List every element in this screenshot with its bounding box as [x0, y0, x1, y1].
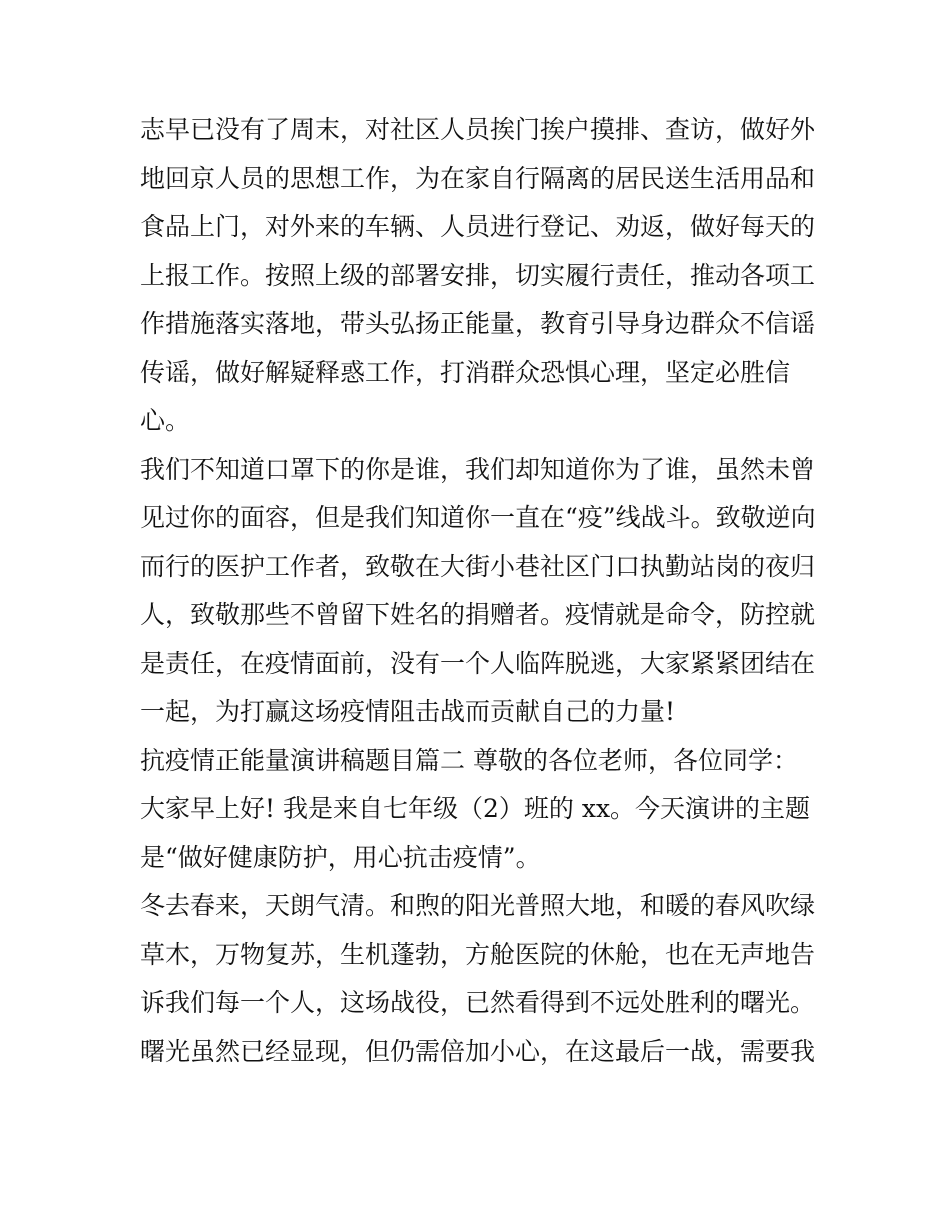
text-line: 冬去春来，天朗气清。和煦的阳光普照大地，和暖的春风吹绿 [140, 891, 816, 920]
text-line: 食品上门，对外来的车辆、人员进行登记、劝返，做好每天的 [140, 212, 816, 241]
document-body [140, 106, 830, 1076]
text-line: 作措施落实落地，带头弘扬正能量，教育引导身边群众不信谣 [140, 309, 816, 338]
text-line: 上报工作。按照上级的部署安排，切实履行责任，推动各项工 [140, 260, 816, 290]
section-heading-line: 抗疫情正能量演讲稿题目篇二 尊敬的各位老师，各位同学： [140, 745, 798, 775]
text-line: 是“做好健康防护，用心抗击疫情”。 [140, 842, 541, 872]
text-line: 传谣，做好解疑释惑工作，打消群众恐惧心理，坚定必胜信 [140, 357, 791, 387]
text-line: 草木，万物复苏，生机蓬勃，方舱医院的休舱，也在无声地告 [140, 939, 816, 969]
text-line: 诉我们每一个人，这场战役，已然看得到不远处胜利的曙光。 [140, 988, 816, 1017]
text-line: 一起，为打赢这场疫情阻击战而贡献自己的力量! [140, 697, 676, 726]
text-line: 心。 [140, 406, 191, 435]
text-line: 而行的医护工作者，致敬在大街小巷社区门口执勤站岗的夜归 [140, 551, 816, 581]
text-line: 见过你的面容，但是我们知道你一直在“疫”线战斗。致敬逆向 [140, 503, 816, 532]
text-line: 大家早上好! 我是来自七年级（2）班的 xx。今天演讲的主题 [140, 794, 811, 823]
text-line: 曙光虽然已经显现，但仍需倍加小心，在这最后一战，需要我 [140, 1036, 816, 1066]
text-line: 志早已没有了周末，对社区人员挨门挨户摸排、查访，做好外 [140, 115, 816, 144]
text-line: 人，致敬那些不曾留下姓名的捐赠者。疫情就是命令，防控就 [140, 600, 816, 629]
text-line: 地回京人员的思想工作，为在家自行隔离的居民送生活用品和 [140, 163, 816, 193]
text-line: 我们不知道口罩下的你是谁，我们却知道你为了谁，虽然未曾 [140, 454, 816, 484]
text-line: 是责任，在疫情面前，没有一个人临阵脱逃，大家紧紧团结在 [140, 648, 816, 678]
